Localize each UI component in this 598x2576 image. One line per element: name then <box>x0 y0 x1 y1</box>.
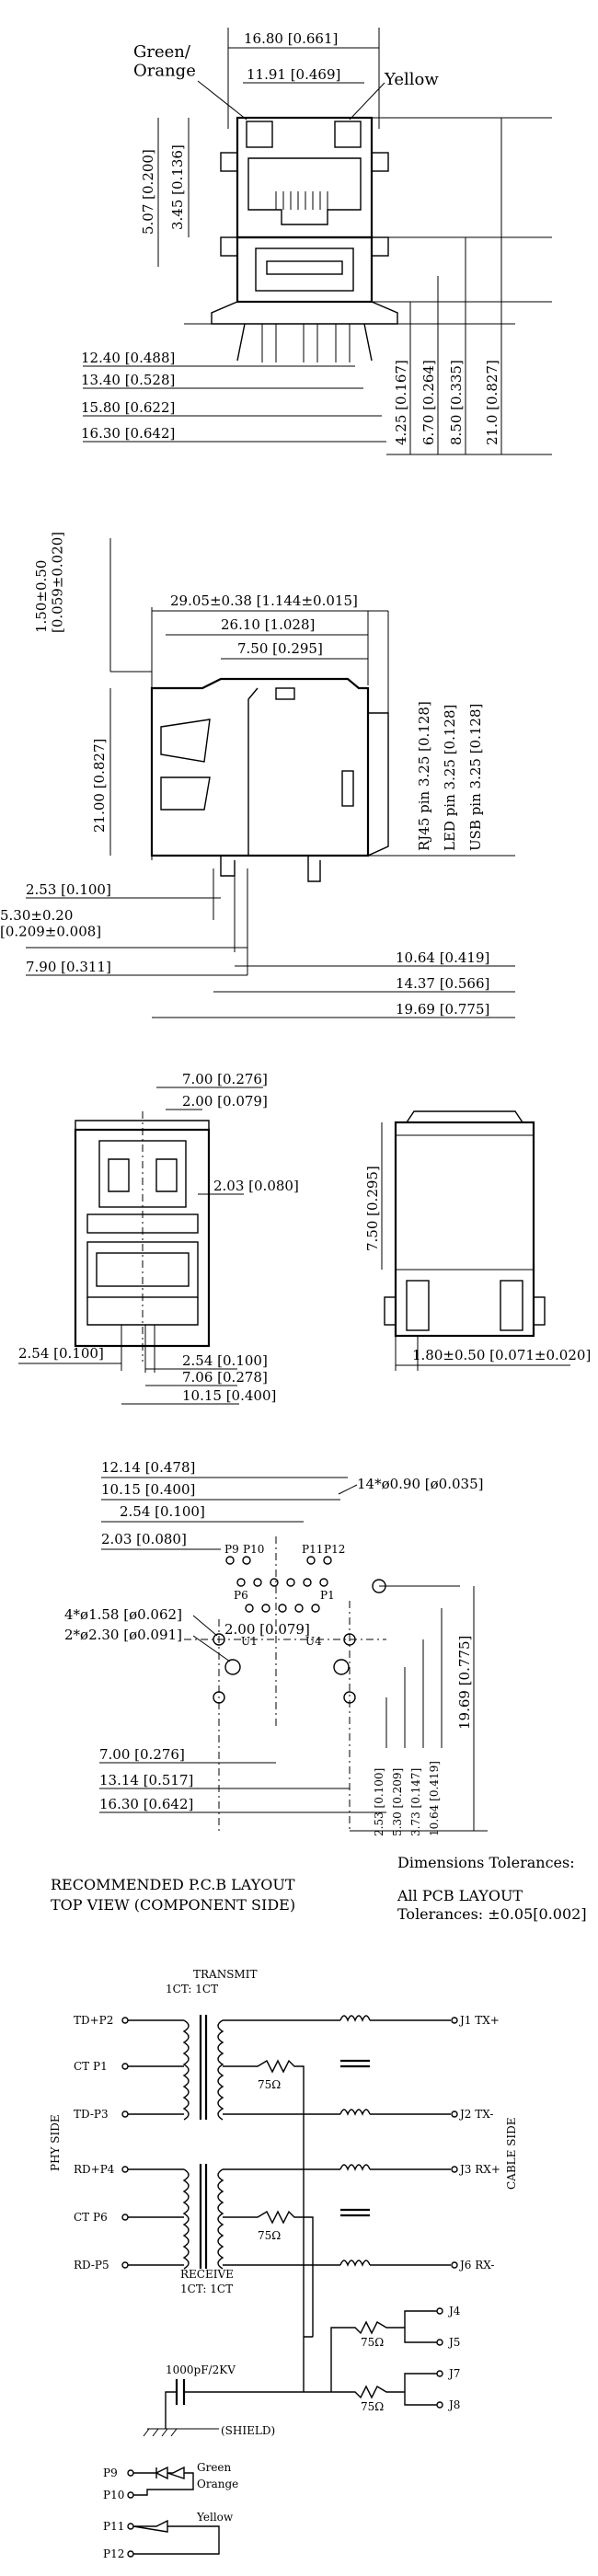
sch-transmit: TRANSMIT <box>193 1968 258 1981</box>
dim-side-b3: 7.90 [0.311] <box>26 959 111 975</box>
dim-front-b4: 16.30 [0.642] <box>81 425 176 442</box>
sch-right-pin-6: J7 <box>449 2367 461 2380</box>
dim-pcb-b3: 16.30 [0.642] <box>99 1796 194 1812</box>
pcb-caption-1: RECOMMENDED P.C.B LAYOUT <box>51 1876 295 1893</box>
dim-pcb-h2: 2*ø2.30 [ø0.091] <box>64 1627 182 1643</box>
sch-res4: 75Ω <box>361 2400 385 2413</box>
dim-side-t3: 7.50 [0.295] <box>237 640 323 657</box>
sch-left-pin-3: RD+P4 <box>74 2163 115 2176</box>
side-body <box>152 679 368 856</box>
pin-p10: P10 <box>243 1543 265 1556</box>
dim-rear-b3: 10.15 [0.400] <box>182 1387 277 1404</box>
label-yellow: Yellow <box>385 70 439 89</box>
top-body <box>396 1122 534 1336</box>
dim-pcb-r-big: 19.69 [0.775] <box>456 1635 473 1730</box>
led-orange-label: Orange <box>197 2478 239 2490</box>
side-view <box>0 532 515 1018</box>
dim-side-offset: 1.50±0.50[0.059±0.020] <box>33 531 66 633</box>
led-bicolor-symbol <box>133 2467 193 2495</box>
sch-right-pin-0: J1 TX+ <box>460 2014 500 2027</box>
sch-cap: 1000pF/2KV <box>166 2363 236 2376</box>
dim-side-t1: 29.05±0.38 [1.144±0.015] <box>170 592 358 609</box>
pin-p11: P11 <box>302 1543 324 1556</box>
pin-u1: U1 <box>241 1635 258 1648</box>
dim-top-v1: 7.50 [0.295] <box>364 1166 381 1251</box>
dim-pcb-t1: 12.14 [0.478] <box>101 1459 196 1476</box>
dim-pcb-rb4: 10.64 [0.419] <box>428 1761 441 1836</box>
led-green <box>247 121 272 147</box>
sch-right-pin-3: J6 RX- <box>460 2259 495 2271</box>
rj45-port <box>248 158 361 224</box>
rj45-shell <box>237 118 372 237</box>
dim-front-v2: 5.07 [0.200] <box>140 149 156 235</box>
tol-title: Dimensions Tolerances: <box>397 1854 575 1871</box>
dim-pcb-t4: 2.03 [0.080] <box>101 1531 187 1547</box>
led-green-label: Green <box>197 2461 232 2474</box>
dim-side-b2: 5.30±0.20 [0.209±0.008] <box>0 907 102 940</box>
dim-pcb-t3: 2.54 [0.100] <box>120 1503 205 1520</box>
led-schematic <box>103 2461 238 2560</box>
led-yellow-label: Yellow <box>197 2511 234 2524</box>
dim-side-left-h: 21.00 [0.827] <box>91 738 108 833</box>
dim-front-b3: 15.80 [0.622] <box>81 399 176 416</box>
led-yellow <box>335 121 361 147</box>
pin-p6: P6 <box>234 1589 248 1602</box>
dim-rear-t1: 7.00 [0.276] <box>182 1071 268 1087</box>
sch-res2: 75Ω <box>258 2229 282 2242</box>
dim-pcb-m1: 2.00 [0.079] <box>224 1621 310 1638</box>
sch-res1: 75Ω <box>258 2078 282 2091</box>
sch-right-pin-4: J4 <box>449 2305 461 2317</box>
dim-side-r2: 14.37 [0.566] <box>396 975 490 992</box>
sch-receive: RECEIVE <box>180 2268 234 2281</box>
dim-front-top2: 11.91 [0.469] <box>247 66 341 83</box>
dim-front-r2: 6.70 [0.264] <box>420 360 437 445</box>
led-p12: P12 <box>103 2547 125 2560</box>
dim-pcb-t2: 10.15 [0.400] <box>101 1481 196 1498</box>
pcb-caption-2: TOP VIEW (COMPONENT SIDE) <box>51 1896 296 1914</box>
sch-right-pin-5: J5 <box>449 2336 461 2349</box>
sch-right-pin-2: J3 RX+ <box>460 2163 500 2176</box>
sch-left-pin-4: CT P6 <box>74 2211 108 2224</box>
dim-side-t2: 26.10 [1.028] <box>221 616 316 633</box>
dim-pcb-rb3: 3.73 [0.147] <box>409 1767 422 1836</box>
dim-top-b1: 1.80±0.50 [0.071±0.020] <box>412 1347 592 1363</box>
dim-front-top1: 16.80 [0.661] <box>244 30 339 47</box>
leader-green <box>198 81 247 120</box>
dim-front-b1: 12.40 [0.488] <box>81 350 176 366</box>
dim-side-pin-usb: USB pin 3.25 [0.128] <box>467 703 484 851</box>
led-p9: P9 <box>103 2467 118 2479</box>
dim-pcb-rb1: 2.53 [0.100] <box>373 1767 385 1836</box>
led-p10: P10 <box>103 2489 125 2501</box>
dim-rear-b1: 2.54 [0.100] <box>182 1352 268 1369</box>
dim-side-pin-led: LED pin 3.25 [0.128] <box>442 704 458 851</box>
pin-p12: P12 <box>324 1543 346 1556</box>
pcb-layout <box>51 1459 587 1923</box>
sch-receive-ratio: 1CT: 1CT <box>180 2283 234 2295</box>
dim-rear-m1: 2.03 [0.080] <box>213 1178 299 1194</box>
top-view <box>364 1111 591 1371</box>
sch-left-pin-1: CT P1 <box>74 2060 108 2073</box>
sch-transmit-ratio: 1CT: 1CT <box>166 1983 219 1995</box>
pin-u4: U4 <box>305 1635 322 1648</box>
dim-side-r1: 10.64 [0.419] <box>396 949 490 966</box>
sch-left-pin-0: TD+P2 <box>74 2014 114 2027</box>
sch-cable-side: CABLE SIDE <box>505 2117 518 2190</box>
dim-front-v1: 3.45 [0.136] <box>169 144 186 230</box>
side-latch <box>276 688 294 699</box>
dim-pcb-b2: 13.14 [0.517] <box>99 1772 194 1788</box>
dim-rear-t2: 2.00 [0.079] <box>182 1093 268 1110</box>
tol-line1: All PCB LAYOUT <box>397 1887 523 1904</box>
dim-pcb-b1: 7.00 [0.276] <box>99 1746 185 1763</box>
sch-shield: (SHIELD) <box>221 2424 276 2437</box>
pin-p9: P9 <box>224 1543 239 1556</box>
dim-front-r4: 21.0 [0.827] <box>484 360 500 445</box>
dim-side-r3: 19.69 [0.775] <box>396 1001 490 1018</box>
dim-front-b2: 13.40 [0.528] <box>81 372 176 388</box>
rear-view <box>18 1071 299 1404</box>
led-yellow-symbol <box>133 2521 219 2554</box>
tol-line2: Tolerances: ±0.05[0.002] <box>397 1905 587 1923</box>
usb-port <box>256 248 353 291</box>
led-p11: P11 <box>103 2520 125 2533</box>
sch-left-pin-5: RD-P5 <box>74 2259 109 2271</box>
usb-shell <box>237 237 372 302</box>
dim-pcb-holes: 14*ø0.90 [ø0.035] <box>357 1476 484 1492</box>
pin-p1: P1 <box>320 1589 335 1602</box>
dim-side-pin-rj45: RJ45 pin 3.25 [0.128] <box>416 701 432 851</box>
sch-right-pin-7: J8 <box>449 2398 461 2411</box>
sch-phy-side: PHY SIDE <box>49 2114 62 2171</box>
sch-left-pin-2: TD-P3 <box>74 2108 109 2121</box>
dim-front-r3: 8.50 [0.335] <box>448 360 465 445</box>
dim-rear-l1: 2.54 [0.100] <box>18 1345 104 1362</box>
front-view <box>81 28 552 454</box>
sch-right-pin-1: J2 TX- <box>460 2108 494 2121</box>
schematic <box>49 1968 518 2437</box>
dim-rear-b2: 7.06 [0.278] <box>182 1369 268 1386</box>
label-green: Green/ Orange <box>133 42 196 81</box>
dim-pcb-rb2: 5.30 [0.209] <box>391 1767 404 1836</box>
dim-pcb-h1: 4*ø1.58 [ø0.062] <box>64 1606 182 1623</box>
dim-front-r1: 4.25 [0.167] <box>393 360 409 445</box>
sch-res3: 75Ω <box>361 2336 385 2349</box>
dim-side-b1: 2.53 [0.100] <box>26 881 111 898</box>
